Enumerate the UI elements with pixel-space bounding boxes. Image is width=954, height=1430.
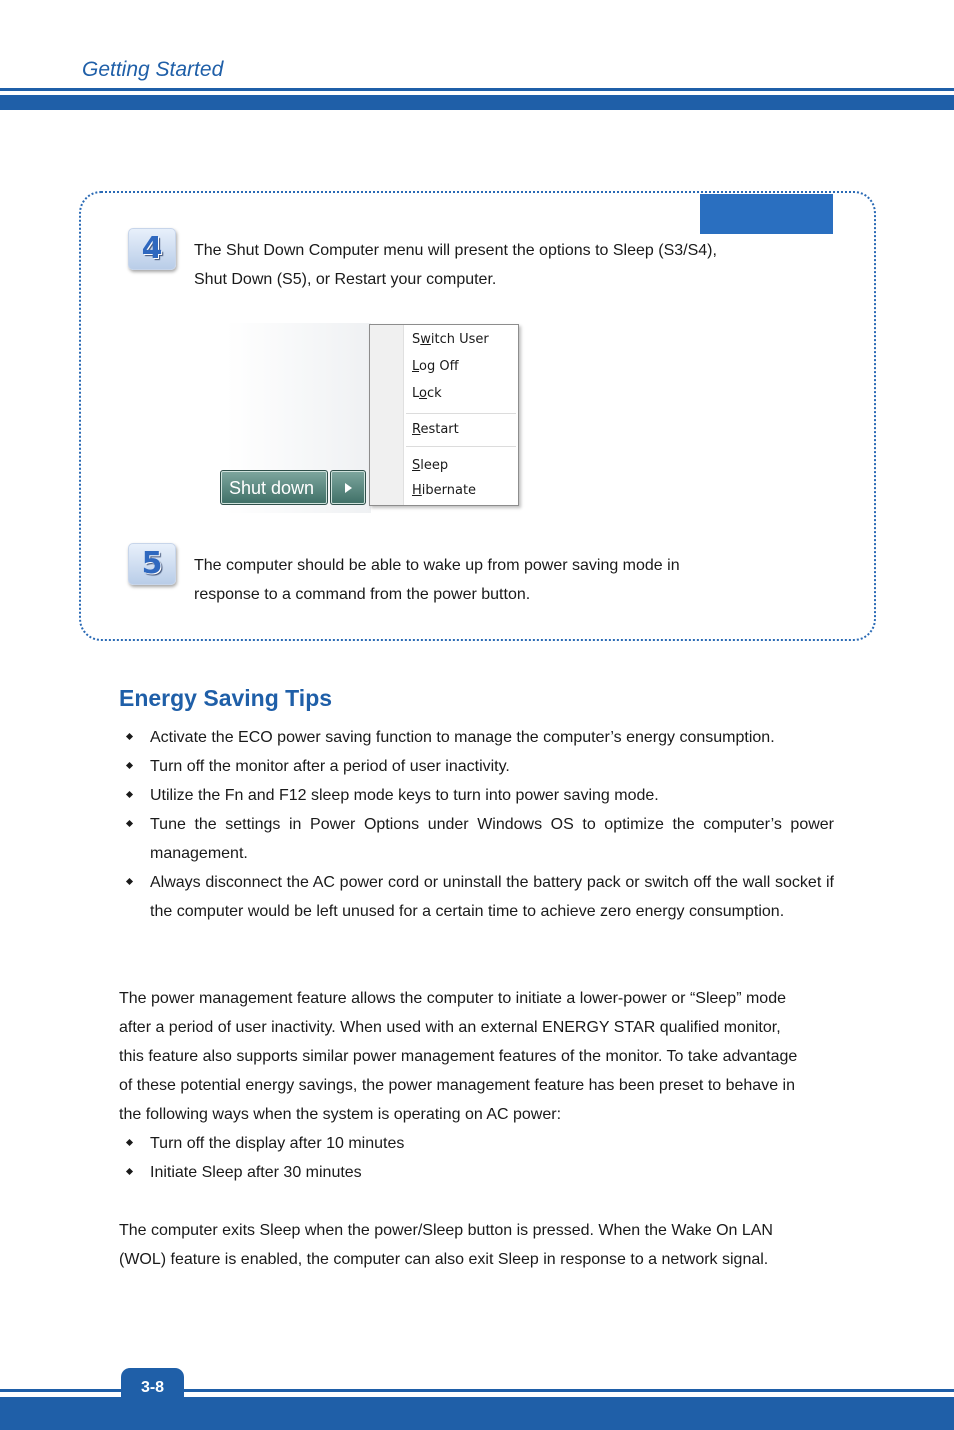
paragraph-line: The computer exits Sleep when the power/Sleep button is pressed. When the Wake On LAN	[119, 1222, 773, 1239]
shutdown-options-menu	[369, 324, 519, 506]
list-item: Always disconnect the AC power cord or uninstall the battery pack or switch off the wall socket if the computer would be left unused for a certain time to achieve zero energy consumption.	[120, 868, 834, 926]
power-management-paragraph	[119, 984, 839, 1129]
list-item: Turn off the display after 10 minutes	[120, 1129, 834, 1158]
menu-gutter	[370, 325, 404, 505]
step-5-icon: 5	[128, 543, 176, 585]
list-item: Utilize the Fn and F12 sleep mode keys to turn into power saving mode.	[120, 781, 834, 810]
menu-item-sleep[interactable]: Sleep	[412, 458, 449, 473]
paragraph-line: (WOL) feature is enabled, the computer can also exit Sleep in response to a network signal.	[119, 1251, 769, 1268]
sleep-exit-paragraph	[119, 1216, 839, 1274]
paragraph-line: The power management feature allows the computer to initiate a lower-power or “Sleep” mode	[119, 990, 786, 1007]
header-rule-thin	[0, 88, 954, 91]
step-5-line-2: response to a command from the power button.	[194, 586, 531, 603]
menu-item-hibernate[interactable]: Hibernate	[412, 483, 477, 498]
menu-item-restart[interactable]: Restart	[412, 422, 459, 437]
paragraph-line: of these potential energy savings, the power management feature has been preset to behave in	[119, 1077, 795, 1094]
page-header-title: Getting Started	[82, 58, 224, 81]
ac-power-behavior-list	[120, 1129, 834, 1187]
step-4-text	[194, 236, 814, 294]
paragraph-line: the following ways when the system is operating on AC power:	[119, 1106, 562, 1123]
list-item: Turn off the monitor after a period of user inactivity.	[120, 752, 834, 781]
step-4-icon: 4	[128, 228, 176, 270]
menu-item-log-off[interactable]: Log Off	[412, 359, 459, 374]
header-rule-thick	[0, 95, 954, 110]
list-item: Tune the settings in Power Options under Windows OS to optimize the computer’s power management.	[120, 810, 834, 868]
paragraph-line: this feature also supports similar power management features of the monitor. To take advantage	[119, 1048, 798, 1065]
step-4-line-1: The Shut Down Computer menu will present the options to Sleep (S3/S4),	[194, 242, 717, 259]
menu-item-lock[interactable]: Lock	[412, 386, 442, 401]
menu-separator	[406, 446, 516, 447]
step-4-line-2: Shut Down (S5), or Restart your computer.	[194, 271, 497, 288]
list-item: Initiate Sleep after 30 minutes	[120, 1158, 834, 1187]
shut-down-button[interactable]: Shut down	[220, 470, 328, 505]
paragraph-line: after a period of user inactivity. When used with an external ENERGY STAR qualified monitor,	[119, 1019, 781, 1036]
list-item: Activate the ECO power saving function to manage the computer’s energy consumption.	[120, 723, 834, 752]
page-number: 3-8	[121, 1368, 184, 1408]
step-5-text	[194, 551, 814, 609]
menu-separator	[406, 413, 516, 414]
shut-down-options-button[interactable]	[330, 470, 366, 505]
step-5-line-1: The computer should be able to wake up from power saving mode in	[194, 557, 680, 574]
menu-item-switch-user[interactable]: Switch User	[412, 332, 489, 347]
note-box-tab	[700, 194, 833, 234]
energy-tips-list	[120, 723, 834, 926]
arrow-right-icon	[345, 483, 352, 493]
section-title: Energy Saving Tips	[119, 685, 333, 711]
